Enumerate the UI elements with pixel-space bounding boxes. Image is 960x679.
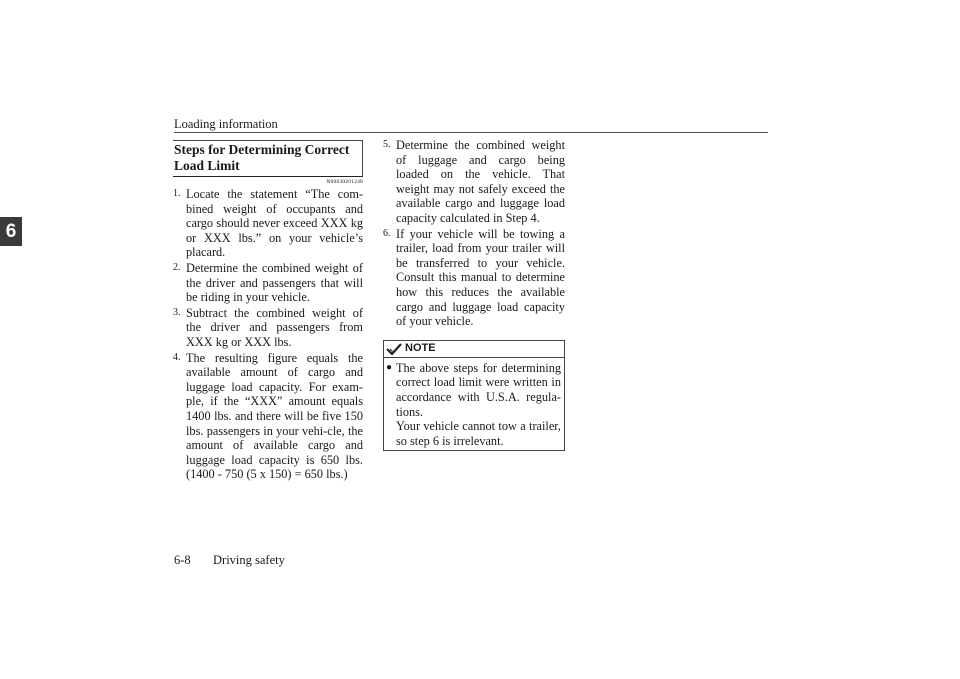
step-text: If your vehicle will be towing a trailer, load from your trailer will be transferred to your vehicle. Consult this manual to determine how this reduces the available cargo and luggage load capacity of your vehicle. [396, 226, 565, 329]
note-body [384, 358, 564, 449]
step-number: 5. [383, 139, 391, 150]
checkmark-icon [386, 343, 402, 355]
middle-column [383, 137, 565, 451]
note-text: The above steps for determining correct load limit were written in accordance with U.S.A. regula-tions. [396, 360, 561, 419]
step-text: Subtract the combined weight of the driver and passengers from XXX kg or XXX lbs. [186, 305, 363, 349]
step-text: The resulting figure equals the available amount of cargo and luggage load capacity. For exam-ple, if the “XXX” amount equals 1400 lbs. and there will be five 150 lbs. passengers in your vehi-cle, the amount of available cargo and luggage load capacity is 650 lbs. (1400 - 750 (5 x 150) = 650 lbs.) [186, 350, 363, 482]
note-text: Your vehicle cannot tow a trailer, so step 6 is irrelevant. [396, 419, 561, 448]
step-text: Determine the combined weight of luggage and cargo being loaded on the vehicle. That weight may not safely exceed the available cargo and luggage load capacity calculated in Step 4. [396, 138, 565, 225]
note-item [386, 361, 561, 419]
bullet-spacer [386, 419, 396, 448]
step-number: 3. [173, 306, 181, 318]
step-number: 6. [383, 227, 391, 239]
footer-section-title: Driving safety [213, 553, 285, 567]
bullet-icon: ● [386, 361, 393, 373]
step-4 [173, 351, 363, 482]
step-1 [173, 187, 363, 260]
note-box [383, 340, 565, 452]
note-header [384, 341, 564, 358]
left-column [173, 140, 363, 482]
step-number: 2. [173, 261, 181, 273]
header-rule [174, 132, 768, 133]
footer-page-number: 6-8 [174, 553, 191, 567]
step-number: 4. [173, 351, 181, 363]
step-3 [173, 306, 363, 350]
step-6 [383, 227, 565, 329]
section-code: N00630201248 [326, 179, 363, 185]
note-label: NOTE [405, 342, 436, 355]
step-2 [173, 261, 363, 305]
step-5 [383, 138, 565, 226]
section-heading: Steps for Determining Correct Load Limit [173, 140, 363, 177]
step-text: Determine the combined weight of the driver and passengers that will be riding in your vehicle. [186, 260, 363, 305]
chapter-tab: 6 [0, 217, 22, 246]
note-item [386, 419, 561, 448]
step-number: 1. [173, 188, 181, 199]
header-title: Loading information [174, 117, 278, 131]
step-text: Locate the statement “The com-bined weight of occupants and cargo should never exceed XXX kg or XXX lbs.” on your vehicle’s placard. [186, 187, 363, 260]
